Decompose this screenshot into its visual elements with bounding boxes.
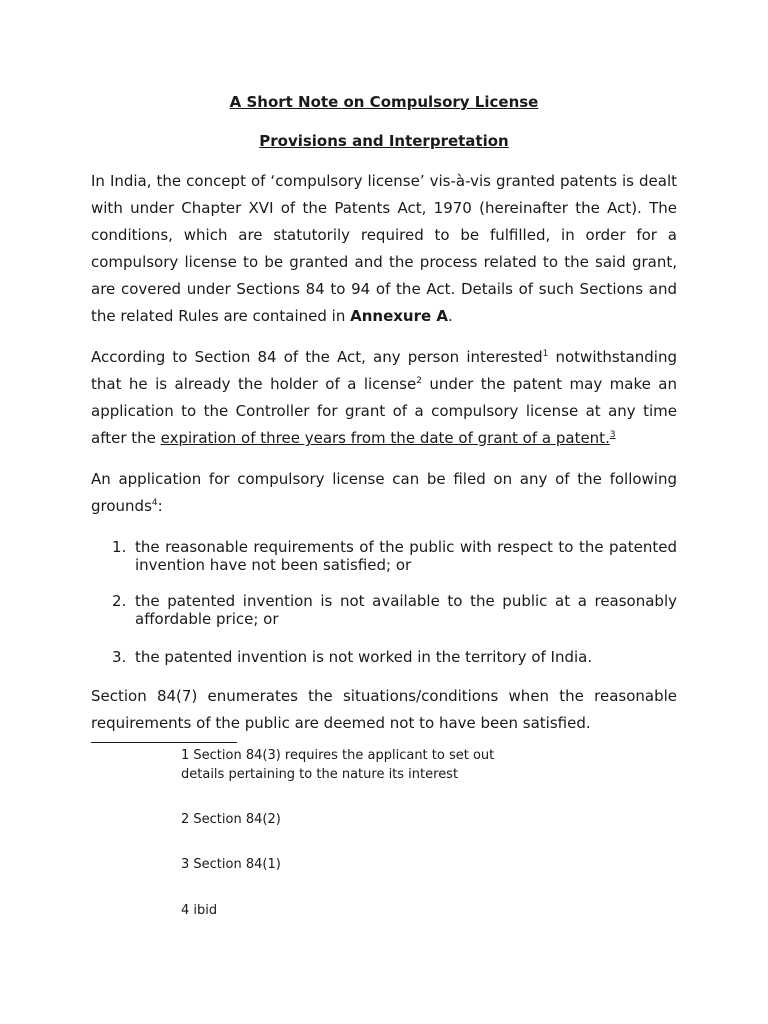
footnote-3: 3 Section 84(1) [181,857,281,872]
paragraph-section-84-7: Section 84(7) enumerates the situations/conditions when the reasonable requirements of the public are deemed not to have been satisfied. [91,687,677,732]
section-84-text-b: notwithstanding that he is already the holder of a license [91,348,677,393]
grounds-list-1 [91,538,677,574]
list-number: 2. [112,592,127,610]
annexure-reference: Annexure A [350,307,449,325]
list-number: 3. [112,648,127,666]
document-title: A Short Note on Compulsory License [229,93,539,111]
intro-text: In India, the concept of ‘compulsory license’ vis-à-vis granted patents is dealt with under Chapter XVI of the Patents Act, 1970 (hereinafter the Act). The conditions, which are statutorily required to be fulfilled, in order for a compulsory license to be granted and the process related to the said grant, are covered under Sections 84 to 94 of the Act. Details of such Sections and the related Rules are contained in [91,172,677,325]
list-number: 1. [112,538,127,556]
list-text: the patented invention is not available to the public at a reasonably affordable price; or [135,592,677,628]
grounds-text: An application for compulsory license can be filed on any of the following grounds [91,470,677,515]
footnote-ref-4: 4 [151,498,158,508]
paragraph-intro [91,168,677,330]
intro-end: . [448,307,453,325]
section-84-text-a: According to Section 84 of the Act, any person interested [91,348,543,366]
list-item [91,592,677,628]
footnote-ref-2: 2 [416,376,422,386]
paragraph-section-84 [91,344,677,452]
paragraph-grounds [91,466,677,520]
list-text: the patented invention is not worked in the territory of India. [135,648,593,666]
grounds-list-2 [91,592,677,628]
grounds-list-3 [91,648,677,666]
grounds-end: : [157,497,163,515]
section-84-text-c: under the patent may make an application to the Controller for grant of a compulsory license at any time after the [91,375,677,447]
list-text: the reasonable requirements of the public with respect to the patented invention have not been satisfied; or [135,538,677,574]
list-item [91,648,677,666]
footnote-2: 2 Section 84(2) [181,812,281,827]
footnote-4: 4 ibid [181,903,218,918]
footnote-ref-1: 1 [542,349,549,359]
expiration-clause: expiration of three years from the date of grant of a patent. [160,429,610,447]
footnote-divider [91,742,237,743]
footnote-1: 1 Section 84(3) requires the applicant to set out details pertaining to the nature its interest [181,748,495,782]
list-item [91,538,677,574]
footnote-ref-3: 3 [609,430,616,440]
document-subtitle: Provisions and Interpretation [259,132,509,150]
